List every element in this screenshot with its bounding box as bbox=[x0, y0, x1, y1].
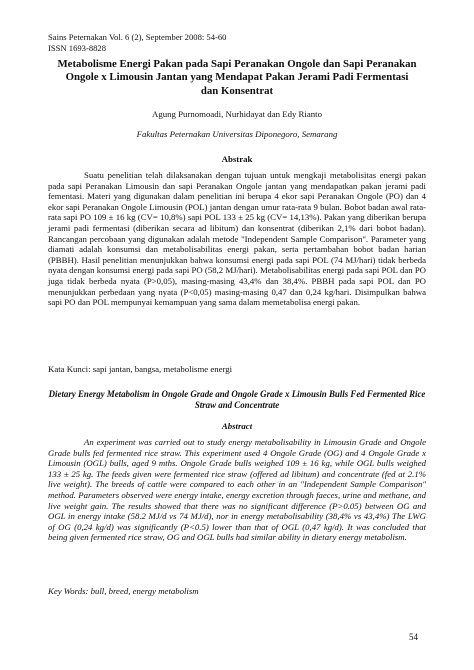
paper-affiliation: Fakultas Peternakan Universitas Diponegoro, Semarang bbox=[136, 129, 338, 139]
abstract-body: An experiment was carried out to study energy metabolisability in Limousin Grade and Ongole Grade bulls fed fermented rice straw. This experiment used 4 Ongole Grade (OG) and 4 Ongole Grade x Limousin (OGL) bulls, aged 9 mths. Ongole Grade bulls weighed 109 ± 16 kg, while OGL bulls weighed 133 ± 25 kg. The feeds given were fermented rice straw (offered ad libitum) and concentrate (fed at 2.1% live weight). The breeds of cattle were compared to each other in an "Independent Sample Comparison" method. Parameters observed were energy intake, energy excretion through faeces, urine and methane, and live weight gain. The results showed that there was no significant difference (P>0.05) between OG and OGL in energy intake (58.2 MJ/d vs 74 MJ/d), nor in energy metabolisability (38,4% vs 43,4%) The LWG of OG (0,24 kg/d) was significantly (P<0.5) lower than that of OGL (0,47 kg/d). It was concluded that being given fermented rice straw, OG and OGL bulls had similar ability in dietary energy metabolism. bbox=[48, 437, 426, 543]
journal-citation: Sains Peternakan Vol. 6 (2), September 2008: 54-60 bbox=[48, 32, 227, 42]
journal-header bbox=[48, 32, 226, 54]
paper-title: Metabolisme Energi Pakan pada Sapi Peranakan Ongole dan Sapi Peranakan Ongole x Limousin Jantan yang Mendapat Pakan Jerami Padi Fermentasi dan Konsentrat bbox=[57, 58, 417, 97]
paper-authors: Agung Purnomoadi, Nurhidayat dan Edy Rianto bbox=[151, 109, 323, 119]
key-words: Key Words: bull, breed, energy metabolism bbox=[48, 586, 199, 596]
abstrak-body: Suatu penelitian telah dilaksanakan dengan tujuan untuk mengkaji metabolisitas energi pakan pada sapi Peranakan Limousin dan sapi Peranakan Ongole jantan yang mendapatkan pakan jerami padi fementasi. Materi yang digunakan dalam penelitian ini berupa 4 ekor sapi Peranakan Ongole (PO) dan 4 ekor sapi Peranakan Ongole Limousin (POL) jantan dengan umur rata-rata 9 bulan. Bobot badan awal rata-rata sapi PO 109 ± 16 kg (CV= 10,8%) sapi POL 133 ± 25 kg (CV= 14,13%). Pakan yang diberikan berupa jerami padi fermentasi (diberikan secara ad libitum) dan konsentrat (diberikan 2,1% dari bobot badan). Rancangan percobaan yang digunakan adalah metode "Independent Sample Comparison". Parameter yang diamati adalah konsumsi dan metabolisabilitas energi pakan, serta pertambahan bobot badan harian (PBBH). Hasil penelitian menunjukkan bahwa konsumsi energi pada sapi POL (74 MJ/hari) tidak berbeda nyata dengan konsumsi energi pada sapi PO (58,2 MJ/hari). Metabolisabilitas energi pada sapi POL dan PO juga tidak berbeda nyata (P>0,05), masing-masing 43,4% dan 38,4%. PBBH pada sapi POL dan PO menunjukkan perbedaan yang nyata (P<0,05) masing-masing 0,47 dan 0,24 kg/hari. Disimpulkan bahwa sapi PO dan POL mempunyai kemampuan yang sama dalam memetabolisa energi pakan. bbox=[48, 170, 426, 308]
abstract-text bbox=[48, 437, 426, 543]
kata-kunci: Kata Kunci: sapi jantan, bangsa, metabolisme energi bbox=[48, 364, 233, 374]
page-number: 54 bbox=[409, 632, 418, 642]
abstrak-text bbox=[48, 170, 426, 308]
journal-issn: ISSN 1693-8828 bbox=[48, 43, 107, 53]
abstrak-heading: Abstrak bbox=[221, 154, 253, 164]
english-title: Dietary Energy Metabolism in Ongole Grade and Ongole Grade x Limousin Bulls Fed Fermented Rice Straw and Concentrate bbox=[48, 389, 426, 411]
abstract-heading: Abstract bbox=[221, 421, 253, 431]
